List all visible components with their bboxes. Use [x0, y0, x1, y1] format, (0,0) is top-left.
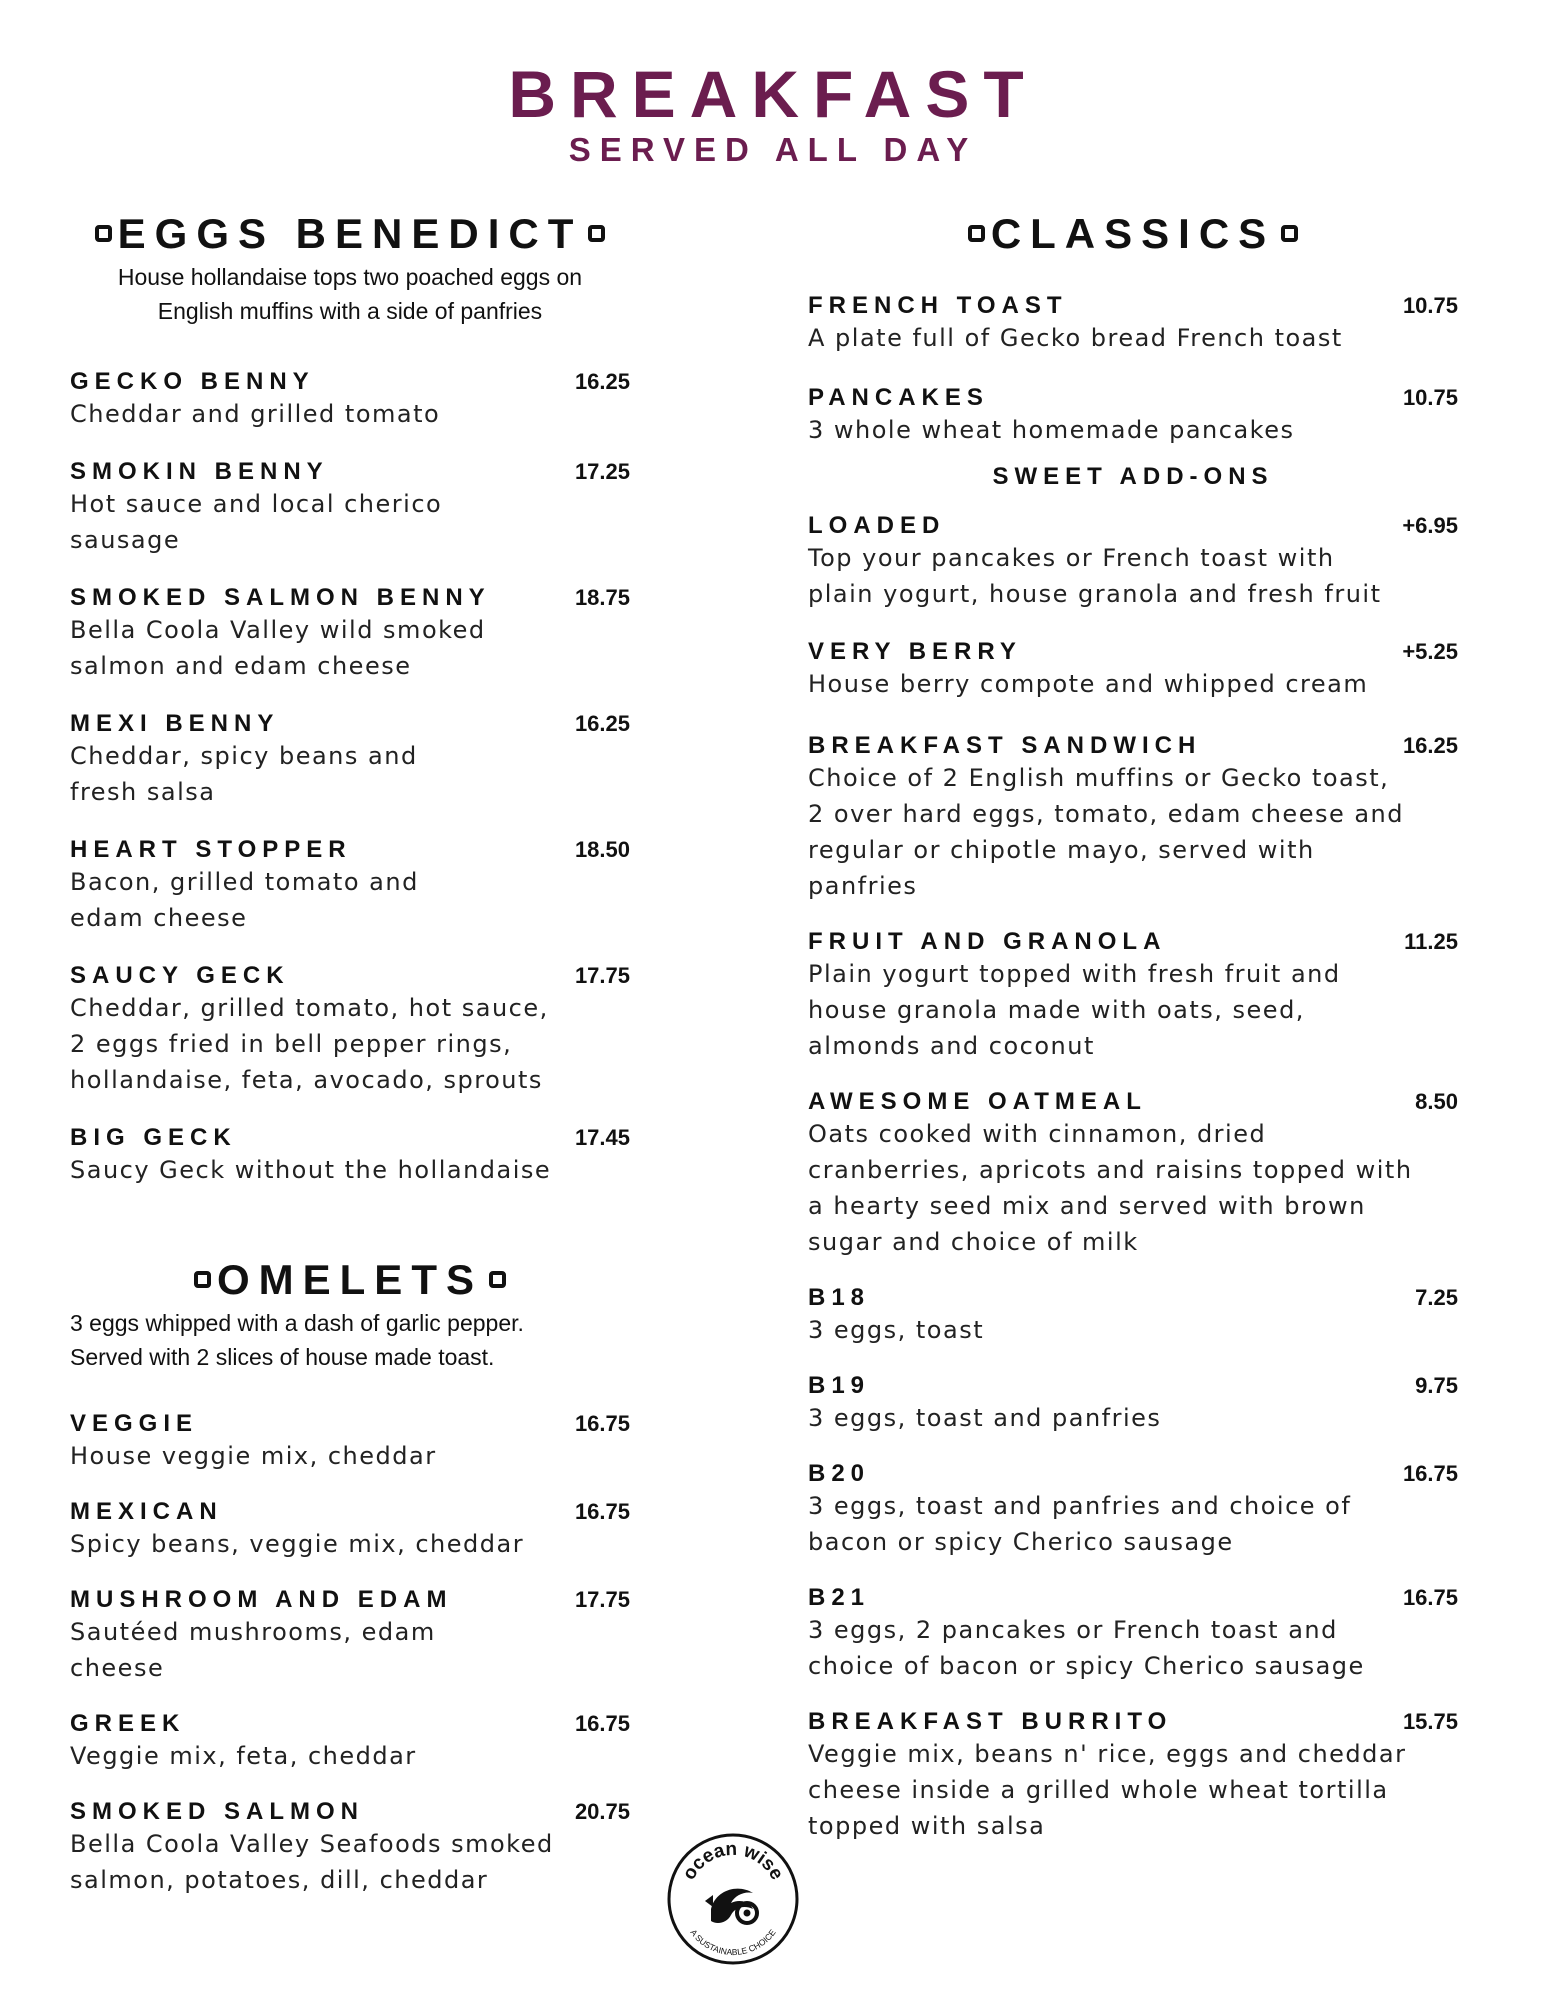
menu-item-description: panfries: [808, 872, 918, 900]
menu-item-description: Plain yogurt topped with fresh fruit and: [808, 960, 1341, 988]
menu-item-description: Bella Coola Valley wild smoked: [70, 616, 486, 644]
menu-item-description: 3 whole wheat homemade pancakes: [808, 416, 1295, 444]
menu-item-description: salmon, potatoes, dill, cheddar: [70, 1866, 489, 1894]
menu-item-description: bacon or spicy Cherico sausage: [808, 1528, 1234, 1556]
menu-item-description: 3 eggs, toast and panfries and choice of: [808, 1492, 1352, 1520]
square-bullet-icon: [95, 225, 112, 242]
section-title: [70, 1256, 630, 1304]
menu-item-description: sugar and choice of milk: [808, 1228, 1139, 1256]
menu-item-price: 18.50: [574, 837, 630, 862]
menu-item-description: House veggie mix, cheddar: [70, 1442, 437, 1470]
menu-item-price: 17.45: [574, 1125, 630, 1150]
menu-item-name: SMOKIN BENNY: [70, 458, 329, 485]
menu-item-name: MEXI BENNY: [70, 710, 280, 737]
menu-item-description: hollandaise, feta, avocado, sprouts: [70, 1066, 543, 1094]
menu-item-name: FRENCH TOAST: [808, 292, 1068, 319]
section-description-line: English muffins with a side of panfries: [157, 298, 543, 324]
menu-item-price: 10.75: [1402, 385, 1458, 410]
menu-item-description: house granola made with oats, seed,: [808, 996, 1305, 1024]
menu-item-description: cheese inside a grilled whole wheat tortilla: [808, 1776, 1389, 1804]
menu-item-name: FRUIT AND GRANOLA: [808, 928, 1167, 955]
menu-item-description: Hot sauce and local cherico: [70, 490, 443, 518]
right-column: [808, 210, 1458, 1844]
menu-item: [70, 368, 630, 432]
menu-item: [808, 1088, 1458, 1260]
menu-item-description: Bacon, grilled tomato and: [70, 868, 419, 896]
page-title: BREAKFAST: [508, 57, 1038, 131]
menu-item-description: Veggie mix, beans n' rice, eggs and cheddar: [808, 1740, 1407, 1768]
menu-item: [70, 1586, 630, 1686]
menu-item-name: PANCAKES: [808, 384, 989, 411]
menu-item-name: LOADED: [808, 512, 946, 539]
classics-items: [808, 292, 1458, 448]
eggs-benedict-title: EGGS BENEDICT: [117, 210, 583, 257]
menu-item-name: VEGGIE: [70, 1410, 199, 1437]
section-description-line: House hollandaise tops two poached eggs on: [117, 264, 583, 290]
menu-item-price: 9.75: [1415, 1373, 1458, 1398]
menu-item: [70, 710, 630, 810]
menu-item-description: Sautéed mushrooms, edam: [70, 1618, 436, 1646]
section-title: [808, 210, 1458, 258]
menu-item-description: Bella Coola Valley Seafoods smoked: [70, 1830, 554, 1858]
eggs-benedict-section: [70, 210, 630, 1188]
menu-item-description: Top your pancakes or French toast with: [808, 544, 1335, 572]
menu-item-name: GECKO BENNY: [70, 368, 315, 395]
menu-item-description: House berry compote and whipped cream: [808, 670, 1369, 698]
menu-item-name: BREAKFAST SANDWICH: [808, 732, 1202, 759]
menu-item-price: 20.75: [574, 1799, 630, 1824]
menu-item: [808, 292, 1458, 356]
menu-item-description: Spicy beans, veggie mix, cheddar: [70, 1530, 525, 1558]
eggs-benedict-items: [70, 368, 630, 1188]
menu-item-description: 3 eggs, toast and panfries: [808, 1404, 1162, 1432]
square-bullet-icon: [968, 225, 985, 242]
menu-item-name: SAUCY GECK: [70, 962, 290, 989]
sweet-add-ons-title: SWEET ADD-ONS: [992, 463, 1274, 490]
section-description-line: Served with 2 slices of house made toast.: [70, 1344, 495, 1370]
menu-item-description: Choice of 2 English muffins or Gecko toast,: [808, 764, 1390, 792]
omelets-items: [70, 1410, 630, 1898]
logo-name: ocean wise: [678, 1838, 788, 1884]
classics-section: [808, 210, 1458, 1844]
menu-item-description: fresh salsa: [70, 778, 216, 806]
left-column: [70, 210, 630, 1898]
logo-tagline: A SUSTAINABLE CHOICE: [688, 1927, 778, 1958]
menu-item-description: plain yogurt, house granola and fresh fruit: [808, 580, 1382, 608]
menu-item-description: Cheddar, spicy beans and: [70, 742, 418, 770]
menu-item-description: edam cheese: [70, 904, 248, 932]
menu-item-price: 11.25: [1404, 929, 1458, 954]
menu-item-name: VERY BERRY: [808, 638, 1022, 665]
menu-item: [808, 512, 1458, 612]
menu-item-description: sausage: [70, 526, 181, 554]
menu-item-name: BREAKFAST BURRITO: [808, 1708, 1173, 1735]
menu-item: [808, 928, 1458, 1064]
menu-item-price: 17.75: [574, 963, 630, 988]
square-bullet-icon: [1281, 225, 1298, 242]
menu-item-description: almonds and coconut: [808, 1032, 1095, 1060]
menu-item-price: 16.75: [574, 1711, 630, 1736]
menu-item: [808, 1460, 1458, 1560]
menu-item-price: 16.25: [574, 711, 630, 736]
menu-item-name: MUSHROOM AND EDAM: [70, 1586, 453, 1613]
omelets-section: [70, 1256, 630, 1898]
square-bullet-icon: [489, 1271, 506, 1288]
menu-item-description: topped with salsa: [808, 1812, 1046, 1840]
menu-item-description: 3 eggs, 2 pancakes or French toast and: [808, 1616, 1338, 1644]
section-description: [70, 260, 630, 328]
menu-item-description: cheese: [70, 1654, 165, 1682]
menu-item-description: salmon and edam cheese: [70, 652, 412, 680]
menu-item-name: B20: [808, 1460, 871, 1487]
page-subtitle: SERVED ALL DAY: [568, 131, 978, 168]
menu-item: [70, 458, 630, 558]
menu-item-name: SMOKED SALMON BENNY: [70, 584, 491, 611]
menu-item-description: regular or chipotle mayo, served with: [808, 836, 1315, 864]
menu-item-price: 10.75: [1402, 293, 1458, 318]
menu-item: [70, 1124, 630, 1188]
menu-item: [70, 1410, 630, 1474]
menu-item-description: 2 eggs fried in bell pepper rings,: [70, 1030, 513, 1058]
menu-item: [70, 1798, 630, 1898]
menu-item-name: GREEK: [70, 1710, 186, 1737]
menu-item-name: MEXICAN: [70, 1498, 223, 1525]
menu-item-description: Oats cooked with cinnamon, dried: [808, 1120, 1267, 1148]
menu-item: [70, 1710, 630, 1774]
menu-item-description: Veggie mix, feta, cheddar: [70, 1742, 417, 1770]
menu-item-price: 17.25: [574, 459, 630, 484]
menu-item-name: AWESOME OATMEAL: [808, 1088, 1147, 1115]
section-title: [70, 210, 630, 258]
menu-item: [808, 1708, 1458, 1844]
menu-item: [70, 962, 630, 1098]
menu-item: [70, 836, 630, 936]
menu-item-description: Cheddar, grilled tomato, hot sauce,: [70, 994, 549, 1022]
menu-item-description: choice of bacon or spicy Cherico sausage: [808, 1652, 1365, 1680]
menu-item-description: A plate full of Gecko bread French toast: [808, 324, 1343, 352]
menu-item-description: Cheddar and grilled tomato: [70, 400, 441, 428]
menu-item-price: +5.25: [1402, 639, 1458, 664]
menu-item-description: a hearty seed mix and served with brown: [808, 1192, 1366, 1220]
ocean-wise-logo: [665, 1831, 801, 1967]
menu-item: [808, 1372, 1458, 1436]
menu-item-price: 8.50: [1415, 1089, 1458, 1114]
menu-header: [0, 58, 1546, 170]
menu-item: [808, 384, 1458, 448]
menu-item-name: B18: [808, 1284, 871, 1311]
menu-item-name: SMOKED SALMON: [70, 1798, 364, 1825]
menu-item-description: 2 over hard eggs, tomato, edam cheese and: [808, 800, 1405, 828]
menu-item-name: B19: [808, 1372, 871, 1399]
sweet-add-ons-items: [808, 512, 1458, 702]
menu-item: [70, 584, 630, 684]
menu-item: [70, 1498, 630, 1562]
menu-item-price: 16.75: [574, 1499, 630, 1524]
square-bullet-icon: [194, 1271, 211, 1288]
classics-items-more: [808, 732, 1458, 1844]
menu-item-name: HEART STOPPER: [70, 836, 352, 863]
menu-item-price: 16.25: [574, 369, 630, 394]
menu-item-price: 16.25: [1402, 733, 1458, 758]
menu-item-price: 18.75: [574, 585, 630, 610]
menu-item-name: BIG GECK: [70, 1124, 237, 1151]
section-description-line: 3 eggs whipped with a dash of garlic pepper.: [70, 1310, 524, 1336]
menu-item: [808, 732, 1458, 904]
menu-item-price: 16.75: [574, 1411, 630, 1436]
menu-item-price: 16.75: [1402, 1461, 1458, 1486]
menu-item-price: 15.75: [1402, 1709, 1458, 1734]
menu-item: [808, 1284, 1458, 1348]
menu-item-name: B21: [808, 1584, 871, 1611]
menu-item-description: 3 eggs, toast: [808, 1316, 985, 1344]
menu-item-price: 7.25: [1415, 1285, 1458, 1310]
omelets-title: OMELETS: [216, 1256, 483, 1303]
section-description: [70, 1306, 630, 1374]
menu-item-price: 17.75: [574, 1587, 630, 1612]
menu-item: [808, 638, 1458, 702]
menu-item-description: cranberries, apricots and raisins topped with: [808, 1156, 1413, 1184]
square-bullet-icon: [588, 225, 605, 242]
menu-item-price: 16.75: [1402, 1585, 1458, 1610]
menu-item: [808, 1584, 1458, 1684]
classics-title: CLASSICS: [990, 210, 1276, 257]
menu-item-price: +6.95: [1402, 513, 1458, 538]
menu-item-description: Saucy Geck without the hollandaise: [70, 1156, 552, 1184]
